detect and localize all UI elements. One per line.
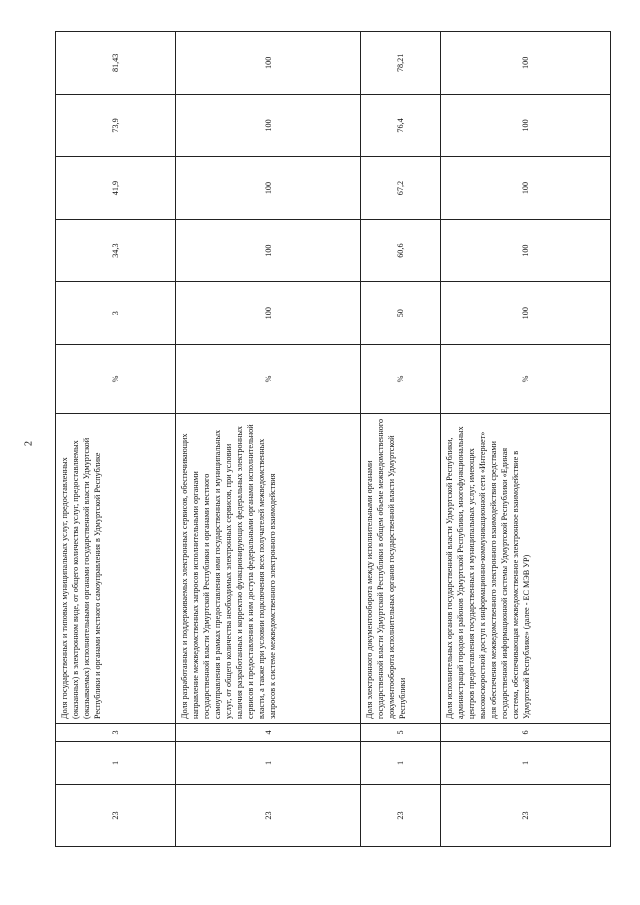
table-row xyxy=(176,32,361,847)
cell-value: 100 xyxy=(441,282,611,345)
cell-value: 50 xyxy=(361,282,441,345)
cell-code: 23 xyxy=(56,785,176,847)
rotated-table xyxy=(55,32,610,847)
cell-value: 100 xyxy=(441,94,611,157)
cell-value: 73,9 xyxy=(56,94,176,157)
cell-subprogram: 1 xyxy=(361,742,441,785)
cell-value: 100 xyxy=(176,94,361,157)
cell-number: 3 xyxy=(56,724,176,742)
table-row xyxy=(361,32,441,847)
cell-number: 5 xyxy=(361,724,441,742)
cell-subprogram: 1 xyxy=(176,742,361,785)
cell-description: Доля электронного документооборота между исполнительными органами государственной власти Удмуртской Республики в общем объеме межведомственного документооборота исполнительных органов государственной власти Удмуртской Республики xyxy=(361,414,441,724)
cell-value: 100 xyxy=(441,32,611,95)
cell-number: 6 xyxy=(441,724,611,742)
page-number: 2 xyxy=(23,441,35,446)
cell-subprogram: 1 xyxy=(441,742,611,785)
table-row xyxy=(56,32,176,847)
cell-value: 41,9 xyxy=(56,157,176,220)
cell-value: 3 xyxy=(56,282,176,345)
cell-code: 23 xyxy=(441,785,611,847)
cell-subprogram: 1 xyxy=(56,742,176,785)
cell-description: Доля государственных и типовых муниципальных услуг, предоставленных (оказанных) в электронном виде, от общего количества услуг, предоставляемых (оказываемых) исполнительными органами государственной власти Удмуртской Республики и органами местного самоуправления в Удмуртской Республике xyxy=(56,414,176,724)
cell-value: 100 xyxy=(441,157,611,220)
cell-unit: % xyxy=(441,345,611,414)
cell-value: 76,4 xyxy=(361,94,441,157)
cell-description: Доля разработанных и поддерживаемых электронных сервисов, обеспечивающих направление межведомственных запросов исполнительными органами государственной власти Удмуртской Республики и органами местного самоуправления в рамках предоставления ими государственных и муниципальных услуг, от общего количества необходимых электронных сервисов, при условии наличия разработанных и корректно функционирующих федеральных электронных сервисов и предоставления к ним доступа федеральными органами исполнительной власти, а также при условии подключения всех получателей межведомственных запросов к системе межведомственного электронного взаимодействия xyxy=(176,414,361,724)
cell-unit: % xyxy=(361,345,441,414)
cell-number: 4 xyxy=(176,724,361,742)
table-row xyxy=(441,32,611,847)
cell-value: 81,43 xyxy=(56,32,176,95)
cell-description: Доля исполнительных органов государственной власти Удмуртской Республики, администраций городов и районов Удмуртской Республики, многофункциональных центров предоставления государственных и муниципальных услуг, имеющих высокоскоростной доступ к информационно-коммуникационной сети «Интернет» для обеспечения межведомственного электронного взаимодействия средствами государственной информационной системы Удмуртской Республики «Единая система, обеспечивающая межведомственное электронное взаимодействие в Удмуртской Республике» (далее - ЕС МЭВ УР) xyxy=(441,414,611,724)
cell-value: 100 xyxy=(176,32,361,95)
cell-value: 100 xyxy=(176,282,361,345)
cell-code: 23 xyxy=(176,785,361,847)
cell-value: 34,3 xyxy=(56,219,176,282)
cell-code: 23 xyxy=(361,785,441,847)
cell-value: 100 xyxy=(441,219,611,282)
cell-unit: % xyxy=(176,345,361,414)
cell-value: 67,2 xyxy=(361,157,441,220)
cell-value: 60,6 xyxy=(361,219,441,282)
cell-value: 100 xyxy=(176,219,361,282)
indicator-table xyxy=(55,31,611,847)
cell-value: 78,21 xyxy=(361,32,441,95)
cell-unit: % xyxy=(56,345,176,414)
table-container xyxy=(55,32,610,847)
cell-value: 100 xyxy=(176,157,361,220)
